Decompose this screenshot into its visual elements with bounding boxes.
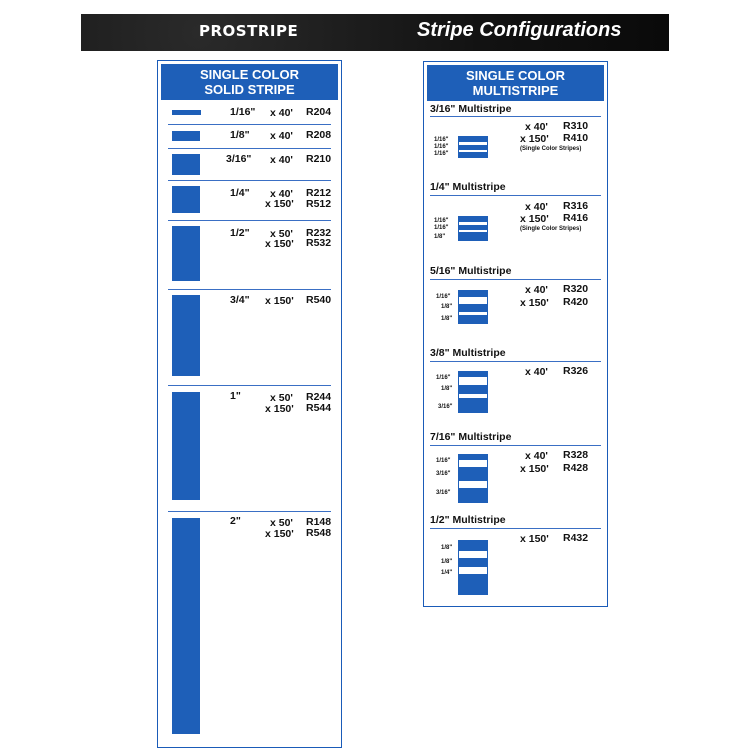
stripe-code: R532 [306, 237, 332, 249]
multistripe-panel [423, 61, 608, 607]
stripe-note: (Single Color Stripes) [520, 226, 582, 232]
stripe-code: R416 [563, 212, 589, 224]
solid-stripe-panel [157, 60, 342, 748]
stripe-code: R208 [306, 129, 332, 141]
stripe-code: R148 [306, 516, 332, 528]
stripe-swatch-1-16 [172, 110, 201, 115]
stripe-length: x 150' [265, 295, 294, 307]
multistripe-title: 7/16" Multistripe [430, 431, 512, 443]
stripe-length: x 40' [525, 121, 548, 133]
stripe-band [459, 541, 487, 551]
multistripe-sample [458, 216, 488, 241]
stripe-length: x 40' [525, 366, 548, 378]
multistripe-heading [427, 65, 604, 101]
page-title: Stripe Configurations [417, 19, 622, 41]
multistripe-title: 3/16" Multistripe [430, 103, 512, 115]
stripe-code: R316 [563, 200, 589, 212]
stripe-band [459, 225, 487, 230]
stripe-band [459, 372, 487, 377]
stripe-length: x 150' [520, 463, 549, 475]
stripe-band [459, 217, 487, 222]
band-label: 1/8" [441, 316, 453, 322]
solid-heading-line2: SOLID STRIPE [204, 82, 295, 97]
header-banner [81, 14, 669, 51]
stripe-length: x 150' [265, 403, 294, 415]
stripe-band [459, 574, 487, 594]
stripe-length: x 40' [525, 201, 548, 213]
stripe-band [459, 488, 487, 502]
band-label: 1/8" [441, 386, 453, 392]
title-underline [430, 528, 601, 529]
stripe-length: x 150' [265, 528, 294, 540]
stripe-band [459, 304, 487, 312]
stripe-code: R512 [306, 198, 332, 210]
multistripe-sample [458, 290, 488, 324]
band-label: 1/16" [436, 294, 451, 300]
band-label: 1/4" [441, 570, 453, 576]
stripe-code: R544 [306, 402, 332, 414]
stripe-band [459, 232, 487, 240]
stripe-code: R548 [306, 527, 332, 539]
row-divider [168, 148, 331, 149]
band-label: 1/16" [436, 458, 451, 464]
stripe-length: x 50' [270, 228, 293, 240]
stripe-band [459, 385, 487, 394]
stripe-note: (Single Color Stripes) [520, 146, 582, 152]
stripe-length: x 50' [270, 392, 293, 404]
row-divider [168, 124, 331, 125]
stripe-size: 1/4" [230, 187, 250, 199]
row-divider [168, 180, 331, 181]
stripe-swatch-1-2 [172, 226, 200, 281]
multi-heading-line1: SINGLE COLOR [466, 68, 565, 83]
band-label: 1/8" [441, 304, 453, 310]
stripe-length: x 150' [520, 133, 549, 145]
band-label: 3/16" [436, 490, 451, 496]
band-label: 1/16" [436, 375, 451, 381]
title-underline [430, 279, 601, 280]
band-label: 1/16" [434, 137, 449, 143]
row-divider [168, 511, 331, 512]
stripe-size: 1/2" [230, 227, 250, 239]
stripe-band [459, 467, 487, 481]
stripe-length: x 150' [265, 198, 294, 210]
stripe-swatch-1-4 [172, 186, 200, 213]
row-divider [168, 385, 331, 386]
multistripe-sample [458, 454, 488, 503]
stripe-swatch-3-4 [172, 295, 200, 376]
stripe-band [459, 558, 487, 567]
stripe-code: R410 [563, 132, 589, 144]
title-underline [430, 445, 601, 446]
multistripe-title: 1/2" Multistripe [430, 514, 506, 526]
stripe-code: R244 [306, 391, 332, 403]
title-underline [430, 195, 601, 196]
band-label: 1/8" [441, 545, 453, 551]
stripe-code: R328 [563, 449, 589, 461]
band-label: 1/16" [434, 225, 449, 231]
solid-heading-line1: SINGLE COLOR [200, 67, 299, 82]
stripe-code: R212 [306, 187, 332, 199]
stripe-code: R326 [563, 365, 589, 377]
stripe-swatch-3-16 [172, 154, 200, 175]
stripe-code: R420 [563, 296, 589, 308]
band-label: 3/16" [436, 471, 451, 477]
band-label: 1/8" [441, 559, 453, 565]
stripe-size: 3/16" [226, 153, 252, 165]
multistripe-title: 1/4" Multistripe [430, 181, 506, 193]
stripe-swatch-1-8 [172, 131, 200, 141]
stripe-length: x 40' [525, 450, 548, 462]
stripe-length: x 40' [270, 154, 293, 166]
title-underline [430, 116, 601, 117]
stripe-band [459, 455, 487, 460]
stripe-code: R232 [306, 227, 332, 239]
stripe-size: 1/16" [230, 106, 256, 118]
stripe-length: x 50' [270, 517, 293, 529]
stripe-length: x 150' [520, 213, 549, 225]
band-label: 1/16" [434, 151, 449, 157]
band-label: 1/8" [434, 234, 446, 240]
stripe-length: x 150' [520, 297, 549, 309]
band-label: 1/16" [434, 144, 449, 150]
stripe-band [459, 152, 487, 157]
title-underline [430, 361, 601, 362]
stripe-code: R428 [563, 462, 589, 474]
stripe-size: 1/8" [230, 129, 250, 141]
stripe-code: R210 [306, 153, 332, 165]
stripe-swatch-1-inch [172, 392, 200, 500]
multistripe-title: 3/8" Multistripe [430, 347, 506, 359]
stripe-band [459, 291, 487, 297]
multistripe-sample [458, 540, 488, 595]
row-divider [168, 289, 331, 290]
band-label: 3/16" [438, 404, 453, 410]
row-divider [168, 220, 331, 221]
multistripe-sample [458, 371, 488, 413]
stripe-size: 2" [230, 515, 241, 527]
stripe-length: x 40' [270, 130, 293, 142]
stripe-length: x 150' [520, 533, 549, 545]
brand-logo: PROSTRIPE [199, 22, 299, 40]
stripe-code: R320 [563, 283, 589, 295]
solid-stripe-heading [161, 64, 338, 100]
stripe-length: x 40' [270, 107, 293, 119]
stripe-code: R310 [563, 120, 589, 132]
stripe-code: R540 [306, 294, 332, 306]
stripe-size: 1" [230, 390, 241, 402]
stripe-band [459, 398, 487, 412]
stripe-length: x 150' [265, 238, 294, 250]
band-label: 1/16" [434, 218, 449, 224]
stripe-code: R432 [563, 532, 589, 544]
stripe-band [459, 137, 487, 142]
stripe-code: R204 [306, 106, 332, 118]
multi-heading-line2: MULTISTRIPE [472, 83, 559, 98]
stripe-band [459, 315, 487, 323]
stripe-size: 3/4" [230, 294, 250, 306]
stripe-swatch-2-inch [172, 518, 200, 734]
multistripe-title: 5/16" Multistripe [430, 265, 512, 277]
stripe-length: x 40' [525, 284, 548, 296]
stripe-length: x 40' [270, 188, 293, 200]
multistripe-sample [458, 136, 488, 158]
stripe-band [459, 145, 487, 150]
